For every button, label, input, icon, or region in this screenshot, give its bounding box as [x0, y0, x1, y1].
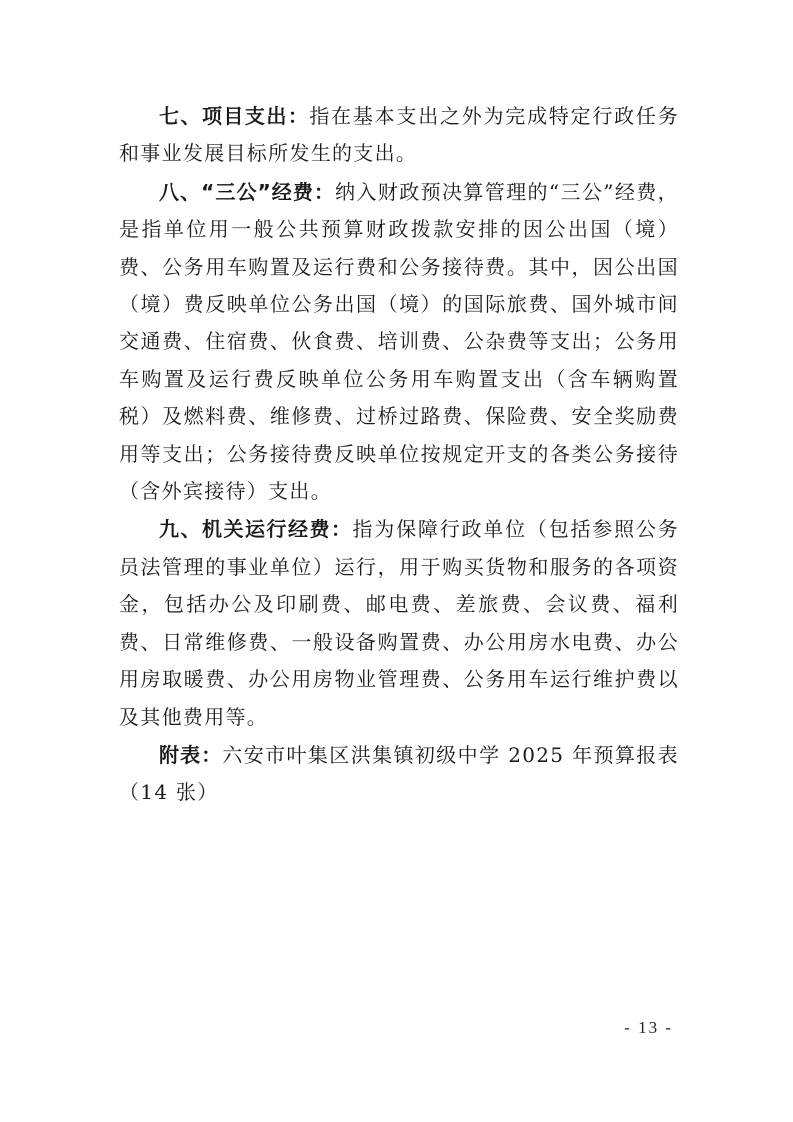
section-heading: 八、“三公”经费：: [159, 179, 336, 204]
section-text: 指为保障行政单位（包括参照公务员法管理的事业单位）运行，用于购买货物和服务的各项资金，包括办公及印刷费、邮电费、差旅费、会议费、福利费、日常维修费、一般设备购置费、办公用房水电费、办公用房取暖费、办公用房物业管理费、公务用车运行维护费以及其他费用等。: [119, 517, 679, 729]
section-heading: 七、项目支出：: [159, 104, 310, 128]
section-three-public-expenses: [119, 174, 679, 511]
section-attachment: [119, 737, 679, 812]
section-operating-expenses: [119, 511, 679, 735]
section-text: 纳入财政预决算管理的“三公”经费，是指单位用一般公共预算财政拨款安排的因公出国（境）费、公务用车购置及运行费和公务接待费。其中，因公出国（境）费反映单位公务出国（境）的国际旅费、国外城市间交通费、住宿费、伙食费、培训费、公杂费等支出；公务用车购置及运行费反映单位公务用车购置支出（含车辆购置税）及燃料费、维修费、过桥过路费、保险费、安全奖励费用等支出；公务接待费反映单位按规定开支的各类公务接待（含外宾接待）支出。: [119, 179, 679, 504]
section-heading: 附表：: [159, 742, 223, 767]
section-heading: 九、机关运行经费：: [159, 517, 353, 542]
section-text: 六安市叶集区洪集镇初级中学 2025 年预算报表（14 张）: [119, 742, 679, 805]
section-project-expenditure: [119, 98, 679, 173]
document-body: [119, 98, 679, 812]
section-text: 指在基本支出之外为完成特定行政任务和事业发展目标所发生的支出。: [119, 104, 680, 166]
page-number: - 13 -: [624, 1018, 673, 1037]
